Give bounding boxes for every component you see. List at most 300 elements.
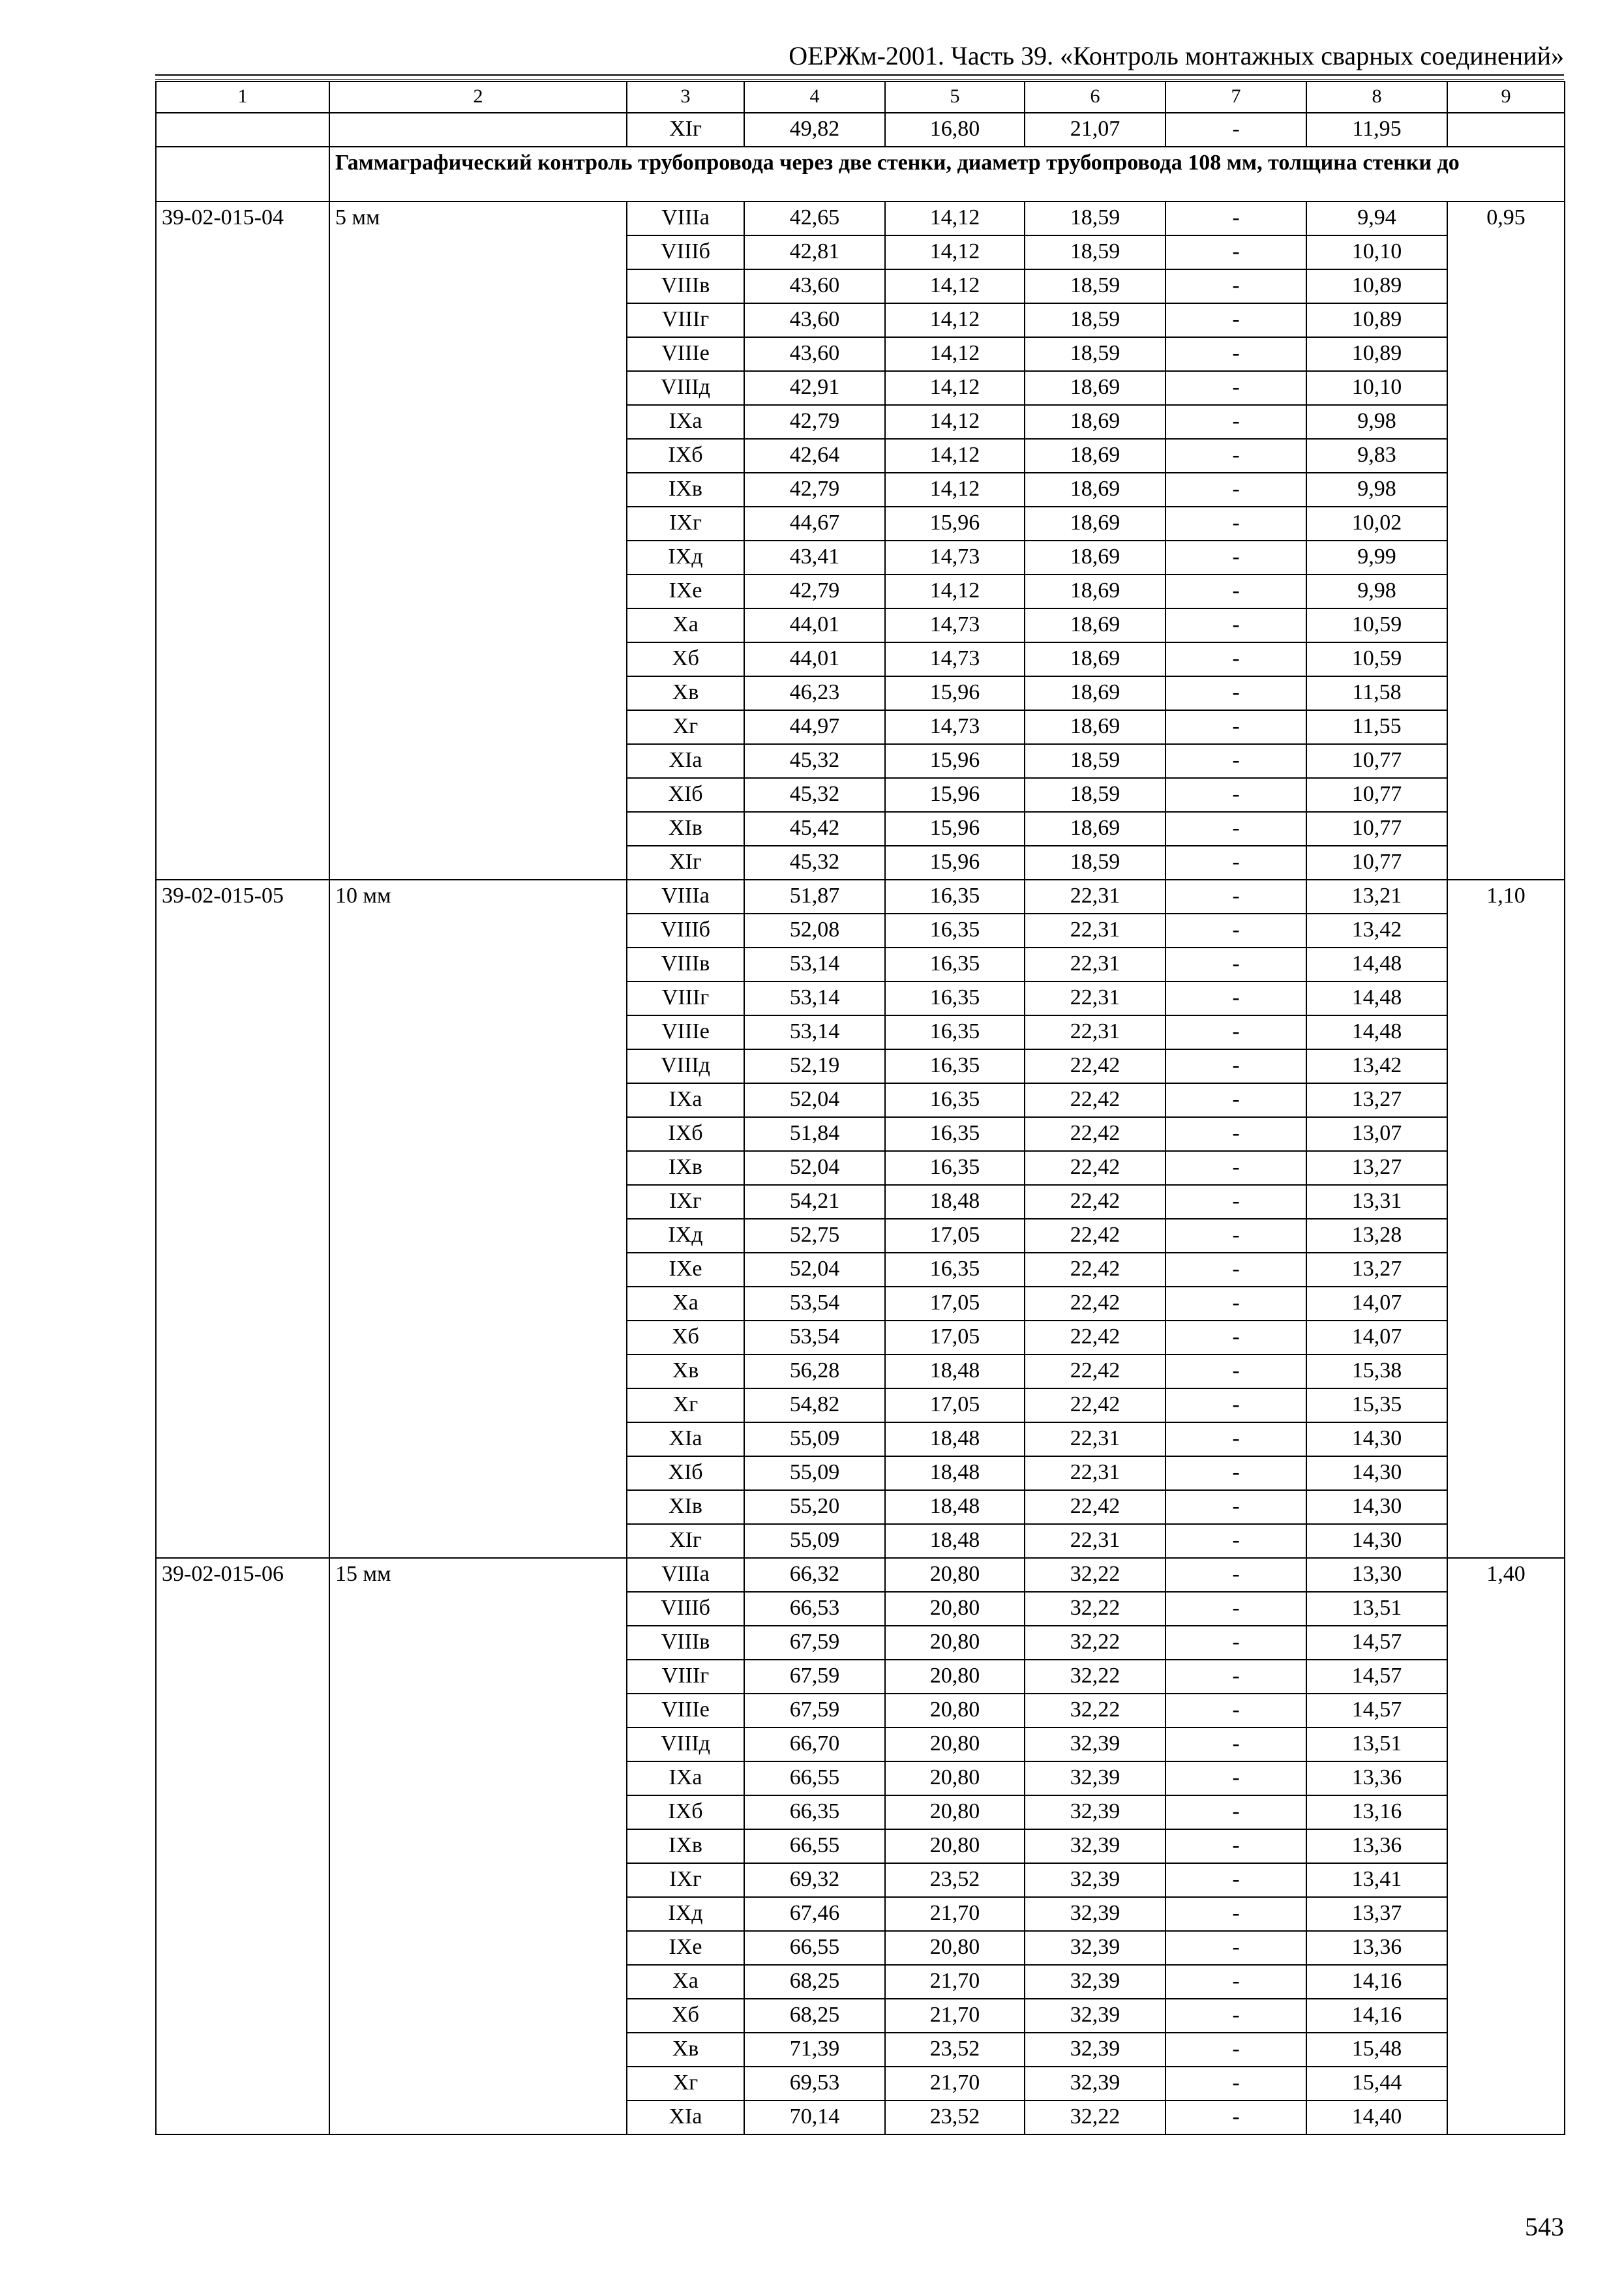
value-cell: 9,98 <box>1306 405 1447 439</box>
value-cell: - <box>1165 914 1306 948</box>
category-cell: VIIIа <box>627 1558 744 1592</box>
value-cell: - <box>1165 948 1306 981</box>
value-cell: 21,70 <box>885 2067 1025 2101</box>
value-cell: 10,10 <box>1306 371 1447 405</box>
value-cell: - <box>1165 2067 1306 2101</box>
value-cell: - <box>1165 235 1306 269</box>
value-cell: 42,65 <box>744 202 885 235</box>
value-cell: 20,80 <box>885 1626 1025 1660</box>
value-cell: - <box>1165 1660 1306 1694</box>
value-cell: - <box>1165 269 1306 303</box>
category-cell: VIIIе <box>627 1694 744 1728</box>
value-cell: 55,09 <box>744 1456 885 1490</box>
value-cell: 21,07 <box>1025 113 1165 147</box>
header-rule-thin <box>155 79 1564 80</box>
category-cell: IXг <box>627 1185 744 1219</box>
value-cell: 22,42 <box>1025 1321 1165 1354</box>
value-cell: - <box>1165 1388 1306 1422</box>
value-cell: 14,57 <box>1306 1660 1447 1694</box>
value-cell: 13,31 <box>1306 1185 1447 1219</box>
value-cell: 15,44 <box>1306 2067 1447 2101</box>
value-cell: 9,98 <box>1306 575 1447 608</box>
value-cell: 14,57 <box>1306 1694 1447 1728</box>
value-cell: 17,05 <box>885 1388 1025 1422</box>
value-cell: 13,27 <box>1306 1083 1447 1117</box>
value-cell: 20,80 <box>885 1795 1025 1829</box>
value-cell: 44,97 <box>744 710 885 744</box>
value-cell: 52,75 <box>744 1219 885 1253</box>
value-cell: 52,04 <box>744 1151 885 1185</box>
value-cell: - <box>1165 1422 1306 1456</box>
value-cell: 20,80 <box>885 1761 1025 1795</box>
value-cell: - <box>1165 1626 1306 1660</box>
value-cell: 13,51 <box>1306 1592 1447 1626</box>
coefficient-cell: 0,95 <box>1447 202 1565 880</box>
value-cell: 14,12 <box>885 439 1025 473</box>
category-cell: IXа <box>627 405 744 439</box>
value-cell: - <box>1165 1321 1306 1354</box>
value-cell: 42,81 <box>744 235 885 269</box>
category-cell: Xа <box>627 1965 744 1999</box>
value-cell: 14,73 <box>885 642 1025 676</box>
value-cell: 21,70 <box>885 1999 1025 2033</box>
value-cell: 53,14 <box>744 948 885 981</box>
value-cell: 32,39 <box>1025 1761 1165 1795</box>
value-cell: - <box>1165 1185 1306 1219</box>
value-cell: - <box>1165 1117 1306 1151</box>
code-cell: 39-02-015-04 <box>156 202 329 880</box>
value-cell: 22,31 <box>1025 914 1165 948</box>
value-cell: 22,42 <box>1025 1287 1165 1321</box>
value-cell: 13,21 <box>1306 880 1447 914</box>
continuation-row <box>156 113 1565 147</box>
value-cell: 20,80 <box>885 1558 1025 1592</box>
value-cell: - <box>1165 405 1306 439</box>
category-cell: XIа <box>627 1422 744 1456</box>
category-cell: XIг <box>627 113 744 147</box>
value-cell: - <box>1165 1965 1306 1999</box>
value-cell: 18,69 <box>1025 507 1165 541</box>
value-cell: 46,23 <box>744 676 885 710</box>
value-cell: - <box>1165 1049 1306 1083</box>
section-row <box>156 147 1565 202</box>
column-number: 9 <box>1447 82 1565 113</box>
value-cell: 42,79 <box>744 473 885 507</box>
rates-table-wrapper <box>155 81 1564 2135</box>
value-cell: 9,98 <box>1306 473 1447 507</box>
value-cell: 22,31 <box>1025 1422 1165 1456</box>
value-cell: 18,69 <box>1025 405 1165 439</box>
category-cell: VIIIб <box>627 1592 744 1626</box>
category-cell: IXе <box>627 1253 744 1287</box>
section-spacer <box>156 147 329 202</box>
category-cell: XIг <box>627 1524 744 1558</box>
category-cell: IXд <box>627 1897 744 1931</box>
category-cell: VIIIг <box>627 303 744 337</box>
column-number-row <box>156 82 1565 113</box>
value-cell: 10,59 <box>1306 608 1447 642</box>
value-cell: 15,96 <box>885 507 1025 541</box>
column-number: 8 <box>1306 82 1447 113</box>
page-number: 543 <box>1525 2212 1564 2241</box>
value-cell: - <box>1165 1015 1306 1049</box>
category-cell: IXв <box>627 1151 744 1185</box>
value-cell: - <box>1165 1456 1306 1490</box>
value-cell: - <box>1165 202 1306 235</box>
value-cell: - <box>1165 1863 1306 1897</box>
value-cell: 15,48 <box>1306 2033 1447 2067</box>
value-cell: 55,20 <box>744 1490 885 1524</box>
category-cell: XIа <box>627 2101 744 2134</box>
category-cell: Xб <box>627 642 744 676</box>
category-cell: VIIIе <box>627 1015 744 1049</box>
value-cell: 13,36 <box>1306 1829 1447 1863</box>
value-cell: 67,59 <box>744 1626 885 1660</box>
value-cell: 43,41 <box>744 541 885 575</box>
category-cell: VIIIд <box>627 1728 744 1761</box>
value-cell: 9,83 <box>1306 439 1447 473</box>
category-cell: XIб <box>627 778 744 812</box>
value-cell: 53,14 <box>744 981 885 1015</box>
category-cell: IXб <box>627 439 744 473</box>
value-cell: 14,16 <box>1306 1999 1447 2033</box>
value-cell: 66,32 <box>744 1558 885 1592</box>
value-cell: 21,70 <box>885 1897 1025 1931</box>
category-cell: IXе <box>627 1931 744 1965</box>
value-cell: 14,30 <box>1306 1422 1447 1456</box>
value-cell: 18,69 <box>1025 642 1165 676</box>
category-cell: Xв <box>627 676 744 710</box>
value-cell: 18,69 <box>1025 371 1165 405</box>
value-cell: - <box>1165 1728 1306 1761</box>
value-cell: 54,82 <box>744 1388 885 1422</box>
value-cell: - <box>1165 113 1306 147</box>
value-cell: 44,67 <box>744 507 885 541</box>
value-cell: 18,69 <box>1025 575 1165 608</box>
value-cell: 17,05 <box>885 1287 1025 1321</box>
value-cell: 67,59 <box>744 1660 885 1694</box>
value-cell: 15,35 <box>1306 1388 1447 1422</box>
value-cell: 20,80 <box>885 1931 1025 1965</box>
value-cell: 68,25 <box>744 1965 885 1999</box>
header-rule <box>155 74 1564 76</box>
value-cell: 43,60 <box>744 303 885 337</box>
category-cell: Xв <box>627 1354 744 1388</box>
value-cell: 66,35 <box>744 1795 885 1829</box>
value-cell: 18,48 <box>885 1456 1025 1490</box>
section-title: Гаммаграфический контроль трубопровода через две стенки, диаметр трубопровода 108 мм, толщина стенки до <box>329 147 1565 202</box>
rates-table <box>155 81 1565 2135</box>
thickness-cell: 10 мм <box>329 880 627 1558</box>
value-cell: 11,55 <box>1306 710 1447 744</box>
value-cell: 32,39 <box>1025 2033 1165 2067</box>
value-cell: 49,82 <box>744 113 885 147</box>
value-cell: 22,42 <box>1025 1151 1165 1185</box>
value-cell: 22,42 <box>1025 1354 1165 1388</box>
value-cell: 53,54 <box>744 1321 885 1354</box>
value-cell: 14,12 <box>885 269 1025 303</box>
value-cell: - <box>1165 642 1306 676</box>
value-cell: - <box>1165 1694 1306 1728</box>
value-cell: 32,39 <box>1025 1965 1165 1999</box>
value-cell: 23,52 <box>885 1863 1025 1897</box>
value-cell: 14,12 <box>885 473 1025 507</box>
value-cell: 13,16 <box>1306 1795 1447 1829</box>
value-cell: 14,73 <box>885 710 1025 744</box>
value-cell: 32,39 <box>1025 1999 1165 2033</box>
value-cell: 14,12 <box>885 405 1025 439</box>
value-cell: - <box>1165 1253 1306 1287</box>
value-cell: 52,08 <box>744 914 885 948</box>
category-cell: Xа <box>627 608 744 642</box>
value-cell: 32,22 <box>1025 1626 1165 1660</box>
category-cell: XIв <box>627 812 744 846</box>
code-cell: 39-02-015-05 <box>156 880 329 1558</box>
category-cell: VIIIв <box>627 948 744 981</box>
value-cell: - <box>1165 744 1306 778</box>
value-cell: 67,59 <box>744 1694 885 1728</box>
value-cell: - <box>1165 1083 1306 1117</box>
value-cell: 32,39 <box>1025 1931 1165 1965</box>
category-cell: Xг <box>627 1388 744 1422</box>
value-cell: 18,59 <box>1025 337 1165 371</box>
value-cell: 14,48 <box>1306 948 1447 981</box>
table-row <box>156 880 1565 914</box>
value-cell: 32,22 <box>1025 1592 1165 1626</box>
value-cell: 32,39 <box>1025 2067 1165 2101</box>
value-cell: 18,69 <box>1025 710 1165 744</box>
value-cell: 16,35 <box>885 948 1025 981</box>
value-cell: 32,39 <box>1025 1897 1165 1931</box>
page-header <box>155 38 1564 77</box>
value-cell: 45,32 <box>744 846 885 880</box>
value-cell: 52,04 <box>744 1083 885 1117</box>
category-cell: VIIIв <box>627 1626 744 1660</box>
value-cell: 10,89 <box>1306 269 1447 303</box>
category-cell: XIг <box>627 846 744 880</box>
value-cell: 18,69 <box>1025 608 1165 642</box>
value-cell: 10,77 <box>1306 744 1447 778</box>
value-cell: 14,12 <box>885 337 1025 371</box>
table-row <box>156 202 1565 235</box>
value-cell: 45,32 <box>744 778 885 812</box>
value-cell: 18,69 <box>1025 439 1165 473</box>
coefficient-cell: 1,10 <box>1447 880 1565 1558</box>
value-cell: 16,35 <box>885 1049 1025 1083</box>
category-cell: XIв <box>627 1490 744 1524</box>
value-cell: 45,32 <box>744 744 885 778</box>
value-cell: 10,59 <box>1306 642 1447 676</box>
value-cell: 22,31 <box>1025 880 1165 914</box>
value-cell: 22,42 <box>1025 1185 1165 1219</box>
code-cell <box>156 113 329 147</box>
value-cell: 13,28 <box>1306 1219 1447 1253</box>
category-cell: IXг <box>627 507 744 541</box>
value-cell: 22,31 <box>1025 1015 1165 1049</box>
value-cell: 14,48 <box>1306 981 1447 1015</box>
value-cell: 13,07 <box>1306 1117 1447 1151</box>
value-cell: 16,80 <box>885 113 1025 147</box>
value-cell: 13,42 <box>1306 1049 1447 1083</box>
value-cell: 66,70 <box>744 1728 885 1761</box>
value-cell: 14,12 <box>885 575 1025 608</box>
value-cell: 17,05 <box>885 1321 1025 1354</box>
value-cell: 23,52 <box>885 2033 1025 2067</box>
value-cell: - <box>1165 1287 1306 1321</box>
value-cell: 14,57 <box>1306 1626 1447 1660</box>
value-cell: 16,35 <box>885 1151 1025 1185</box>
value-cell: 44,01 <box>744 608 885 642</box>
value-cell: 15,96 <box>885 744 1025 778</box>
value-cell: 14,12 <box>885 235 1025 269</box>
category-cell: VIIIг <box>627 981 744 1015</box>
category-cell: IXв <box>627 1829 744 1863</box>
value-cell: 13,27 <box>1306 1151 1447 1185</box>
value-cell: 18,59 <box>1025 235 1165 269</box>
table-row <box>156 1558 1565 1592</box>
category-cell: VIIIг <box>627 1660 744 1694</box>
value-cell: 18,48 <box>885 1185 1025 1219</box>
value-cell: 42,79 <box>744 575 885 608</box>
category-cell: IXб <box>627 1117 744 1151</box>
value-cell: 11,58 <box>1306 676 1447 710</box>
value-cell: 18,59 <box>1025 778 1165 812</box>
value-cell: 45,42 <box>744 812 885 846</box>
value-cell: 22,42 <box>1025 1117 1165 1151</box>
category-cell: XIб <box>627 1456 744 1490</box>
value-cell: 42,79 <box>744 405 885 439</box>
value-cell: 22,42 <box>1025 1253 1165 1287</box>
value-cell: - <box>1165 473 1306 507</box>
value-cell: 16,35 <box>885 1253 1025 1287</box>
value-cell: - <box>1165 1490 1306 1524</box>
value-cell: 10,77 <box>1306 812 1447 846</box>
category-cell: IXе <box>627 575 744 608</box>
value-cell: 53,14 <box>744 1015 885 1049</box>
value-cell: - <box>1165 710 1306 744</box>
category-cell: VIIIе <box>627 337 744 371</box>
value-cell: 20,80 <box>885 1592 1025 1626</box>
value-cell: 10,02 <box>1306 507 1447 541</box>
value-cell: 32,22 <box>1025 1558 1165 1592</box>
value-cell: 18,59 <box>1025 202 1165 235</box>
value-cell: - <box>1165 439 1306 473</box>
category-cell: Xб <box>627 1999 744 2033</box>
value-cell: 13,41 <box>1306 1863 1447 1897</box>
value-cell: 20,80 <box>885 1728 1025 1761</box>
value-cell: - <box>1165 812 1306 846</box>
value-cell: 66,55 <box>744 1931 885 1965</box>
value-cell: 10,10 <box>1306 235 1447 269</box>
value-cell: - <box>1165 1592 1306 1626</box>
value-cell: - <box>1165 981 1306 1015</box>
value-cell: - <box>1165 880 1306 914</box>
value-cell: 18,69 <box>1025 812 1165 846</box>
value-cell: 14,16 <box>1306 1965 1447 1999</box>
value-cell: 66,53 <box>744 1592 885 1626</box>
value-cell: 16,35 <box>885 880 1025 914</box>
value-cell: 10,77 <box>1306 778 1447 812</box>
value-cell: - <box>1165 1931 1306 1965</box>
value-cell: 14,12 <box>885 303 1025 337</box>
value-cell: 52,19 <box>744 1049 885 1083</box>
value-cell: 22,42 <box>1025 1219 1165 1253</box>
value-cell: - <box>1165 1524 1306 1558</box>
value-cell: 18,69 <box>1025 473 1165 507</box>
value-cell: 14,30 <box>1306 1524 1447 1558</box>
value-cell: 14,12 <box>885 371 1025 405</box>
value-cell: 54,21 <box>744 1185 885 1219</box>
value-cell: 22,31 <box>1025 1524 1165 1558</box>
value-cell: 69,32 <box>744 1863 885 1897</box>
value-cell: 18,59 <box>1025 744 1165 778</box>
category-cell: VIIIа <box>627 880 744 914</box>
value-cell: - <box>1165 608 1306 642</box>
column-number: 2 <box>329 82 627 113</box>
value-cell: 18,48 <box>885 1490 1025 1524</box>
coefficient-cell: 1,40 <box>1447 1558 1565 2134</box>
value-cell: 13,27 <box>1306 1253 1447 1287</box>
value-cell: 14,07 <box>1306 1321 1447 1354</box>
value-cell: 56,28 <box>744 1354 885 1388</box>
category-cell: Xв <box>627 2033 744 2067</box>
value-cell: 20,80 <box>885 1829 1025 1863</box>
value-cell: 22,31 <box>1025 1456 1165 1490</box>
column-number: 6 <box>1025 82 1165 113</box>
value-cell: - <box>1165 1829 1306 1863</box>
value-cell: 20,80 <box>885 1694 1025 1728</box>
value-cell: 22,42 <box>1025 1083 1165 1117</box>
value-cell: 18,48 <box>885 1354 1025 1388</box>
value-cell: 22,42 <box>1025 1490 1165 1524</box>
value-cell: 66,55 <box>744 1829 885 1863</box>
description-cell <box>329 113 627 147</box>
value-cell: 14,12 <box>885 202 1025 235</box>
value-cell: 43,60 <box>744 337 885 371</box>
value-cell: 55,09 <box>744 1422 885 1456</box>
category-cell: VIIIб <box>627 235 744 269</box>
value-cell: 9,99 <box>1306 541 1447 575</box>
column-number: 5 <box>885 82 1025 113</box>
value-cell: 32,22 <box>1025 1660 1165 1694</box>
column-number: 1 <box>156 82 329 113</box>
value-cell: 15,96 <box>885 812 1025 846</box>
value-cell: - <box>1165 371 1306 405</box>
category-cell: Xг <box>627 710 744 744</box>
value-cell: 15,96 <box>885 778 1025 812</box>
value-cell: - <box>1165 676 1306 710</box>
value-cell: 51,87 <box>744 880 885 914</box>
category-cell: VIIIд <box>627 371 744 405</box>
value-cell: 11,95 <box>1306 113 1447 147</box>
value-cell: 13,36 <box>1306 1761 1447 1795</box>
category-cell: IXд <box>627 541 744 575</box>
value-cell: - <box>1165 507 1306 541</box>
value-cell: 10,77 <box>1306 846 1447 880</box>
value-cell: 18,48 <box>885 1524 1025 1558</box>
column-number: 7 <box>1165 82 1306 113</box>
value-cell: 20,80 <box>885 1660 1025 1694</box>
value-cell: 18,59 <box>1025 846 1165 880</box>
category-cell: VIIIв <box>627 269 744 303</box>
category-cell: IXа <box>627 1761 744 1795</box>
value-cell: - <box>1165 2033 1306 2067</box>
rates-table-body <box>156 82 1565 2134</box>
value-cell: 71,39 <box>744 2033 885 2067</box>
value-cell: 52,04 <box>744 1253 885 1287</box>
value-cell: 22,31 <box>1025 948 1165 981</box>
value-cell: 22,31 <box>1025 981 1165 1015</box>
